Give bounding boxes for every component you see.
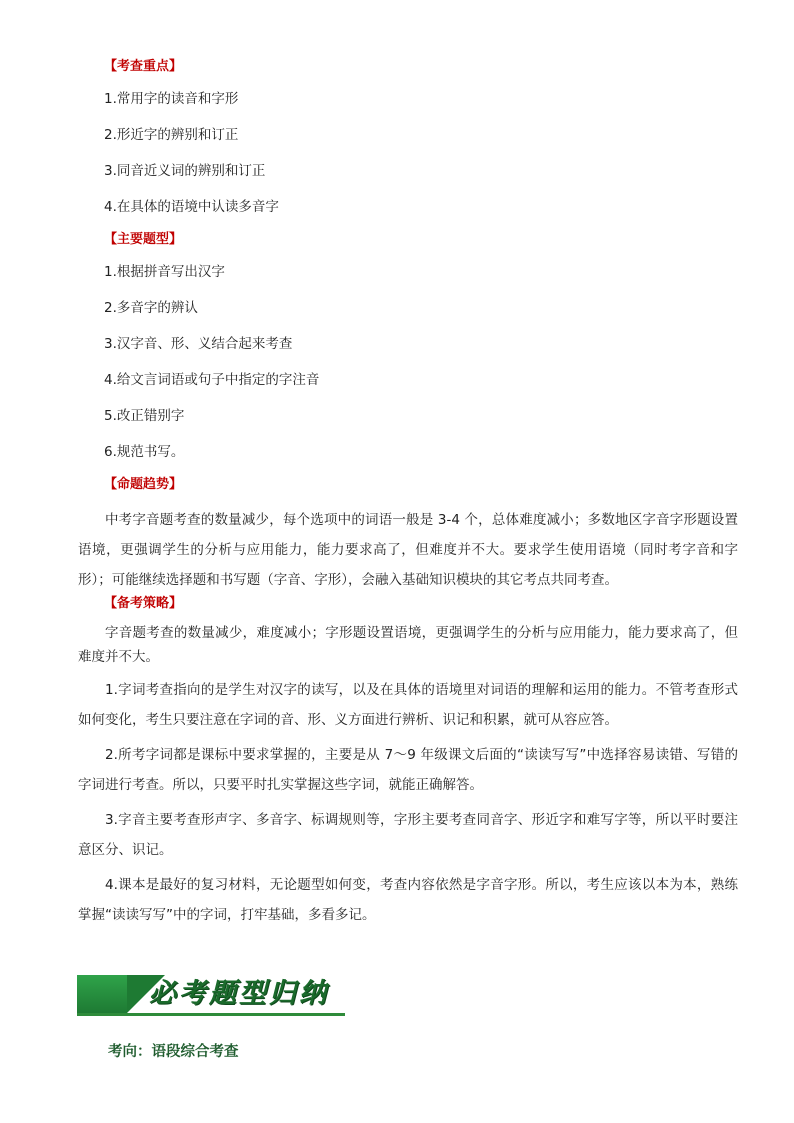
banner-green-block — [77, 975, 127, 1013]
section-banner — [77, 966, 345, 1018]
types-item-5: 5.改正错别字 — [104, 408, 185, 424]
kaoxiang-heading: 考向：语段综合考查 — [108, 1044, 239, 1060]
strategy-point-3: 3.字音主要考查形声字、多音字、标调规则等，字形主要考查同音字、形近字和难写字等，所以平时要注意区分、识记。 — [78, 812, 738, 858]
trend-heading: 【命题趋势】 — [104, 477, 183, 492]
focus-heading: 【考查重点】 — [104, 59, 183, 74]
strategy-heading: 【备考策略】 — [104, 596, 183, 611]
focus-item-1: 1.常用字的读音和字形 — [104, 91, 239, 107]
focus-item-3: 3.同音近义词的辨别和订正 — [104, 163, 266, 179]
strategy-point-2: 2.所考字词都是课标中要求掌握的，主要是从 7～9 年级课文后面的“读读写写”中选择容易读错、写错的字词进行考查。所以，只要平时扎实掌握这些字词，就能正确解答。 — [78, 747, 738, 793]
types-heading: 【主要题型】 — [104, 232, 183, 247]
focus-item-2: 2.形近字的辨别和订正 — [104, 127, 239, 143]
strategy-point-1: 1.字词考查指向的是学生对汉字的读写，以及在具体的语境里对词语的理解和运用的能力。不管考查形式如何变化，考生只要注意在字词的音、形、义方面进行辨析、识记和积累，就可从容应答。 — [78, 682, 738, 728]
types-item-4: 4.给文言词语或句子中指定的字注音 — [104, 372, 320, 388]
trend-paragraph: 中考字音题考查的数量减少，每个选项中的词语一般是 3-4 个，总体难度减小；多数地区字音字形题设置语境，更强调学生的分析与应用能力，能力要求高了，但难度并不大。要求学生使用语境（同时考字音和字形）；可能继续选择题和书写题（字音、字形），会融入基础知识模块的其它考点共同考查。 — [78, 512, 738, 588]
banner-title: 必考题型归纳 — [149, 978, 329, 1009]
types-item-1: 1.根据拼音写出汉字 — [104, 264, 225, 280]
focus-item-4: 4.在具体的语境中认读多音字 — [104, 199, 279, 215]
types-item-2: 2.多音字的辨认 — [104, 300, 198, 316]
strategy-intro: 字音题考查的数量减少，难度减小；字形题设置语境，更强调学生的分析与应用能力，能力要求高了，但难度并不大。 — [78, 625, 738, 665]
strategy-point-4: 4.课本是最好的复习材料，无论题型如何变，考查内容依然是字音字形。所以，考生应该以本为本，熟练掌握“读读写写”中的字词，打牢基础，多看多记。 — [78, 877, 738, 923]
types-item-3: 3.汉字音、形、义结合起来考查 — [104, 336, 293, 352]
types-item-6: 6.规范书写。 — [104, 444, 185, 460]
